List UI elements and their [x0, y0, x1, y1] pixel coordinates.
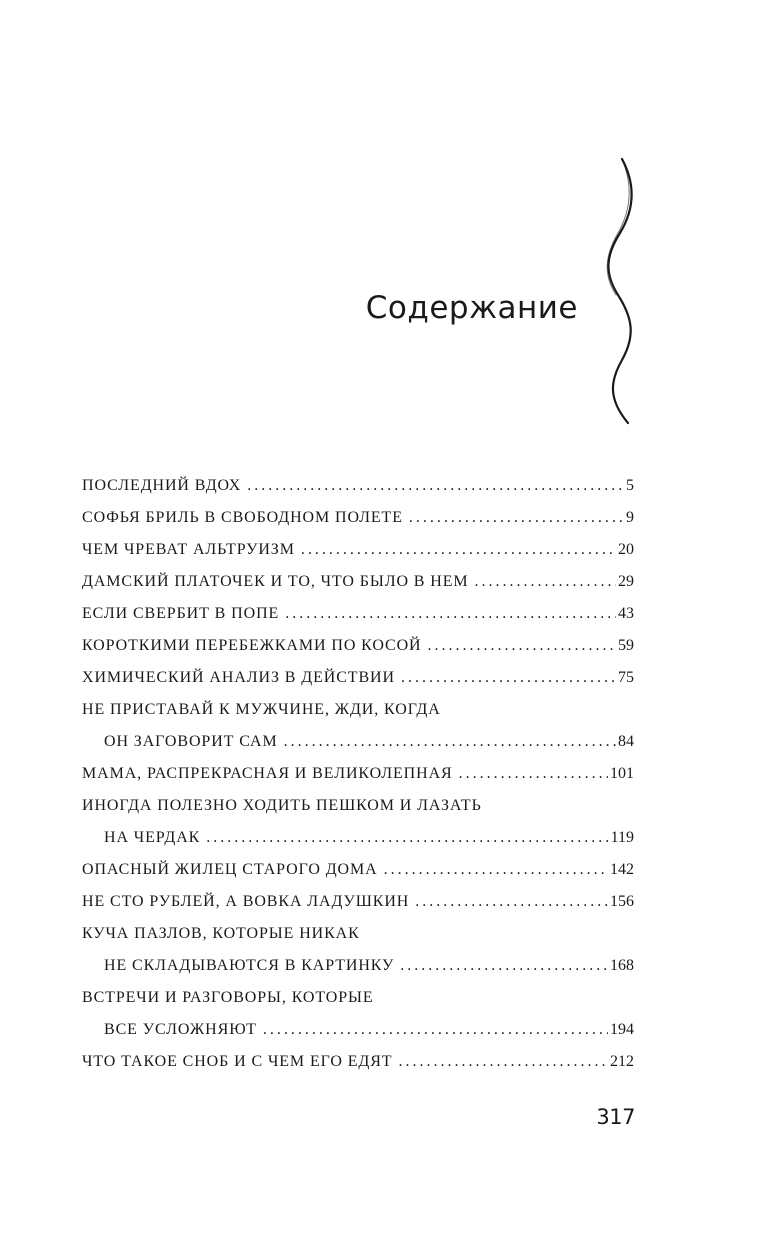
- toc-entry-page: 75: [618, 669, 634, 686]
- toc-entry[interactable]: [82, 662, 634, 694]
- toc-entry-title: ОПАСНЫЙ ЖИЛЕЦ СТАРОГО ДОМА: [82, 861, 378, 878]
- toc-entry-line: [82, 598, 634, 630]
- toc-dot-leader: [206, 822, 608, 854]
- toc-dot-leader: [263, 1014, 608, 1046]
- table-of-contents: [82, 470, 634, 1078]
- toc-entry-title: КУЧА ПАЗЛОВ, КОТОРЫЕ НИКАК: [82, 925, 360, 942]
- toc-entry-title: НЕ СТО РУБЛЕЙ, А ВОВКА ЛАДУШКИН: [82, 893, 410, 910]
- toc-entry-line: [82, 566, 634, 598]
- toc-entry[interactable]: [82, 982, 634, 1046]
- page-title: Содержание: [365, 290, 578, 326]
- toc-entry-line: [82, 694, 634, 726]
- toc-entry-page: 156: [610, 893, 634, 910]
- toc-entry-line: [82, 662, 634, 694]
- toc-entry-title: МАМА, РАСПРЕКРАСНАЯ И ВЕЛИКОЛЕПНАЯ: [82, 765, 453, 782]
- toc-dot-leader: [247, 470, 624, 502]
- toc-entry[interactable]: [82, 534, 634, 566]
- toc-entry-line: [82, 470, 634, 502]
- toc-dot-leader: [427, 630, 616, 662]
- toc-entry-line: [82, 534, 634, 566]
- toc-dot-leader: [415, 886, 608, 918]
- toc-dot-leader: [409, 502, 624, 534]
- toc-entry-title-continuation: НА ЧЕРДАК: [104, 829, 201, 846]
- toc-entry-page: 194: [610, 1021, 634, 1038]
- toc-entry[interactable]: [82, 630, 634, 662]
- toc-entry-title: КОРОТКИМИ ПЕРЕБЕЖКАМИ ПО КОСОЙ: [82, 637, 422, 654]
- toc-entry-page: 59: [618, 637, 634, 654]
- toc-entry[interactable]: [82, 598, 634, 630]
- toc-entry-line: [82, 918, 634, 950]
- toc-entry-title: НЕ ПРИСТАВАЙ К МУЖЧИНЕ, ЖДИ, КОГДА: [82, 701, 441, 718]
- toc-entry[interactable]: [82, 566, 634, 598]
- toc-entry-line: [82, 982, 634, 1014]
- toc-dot-leader: [459, 758, 608, 790]
- toc-entry-line: [82, 822, 634, 854]
- toc-entry-page: 101: [610, 765, 634, 782]
- toc-entry-title: ЧЕМ ЧРЕВАТ АЛЬТРУИЗМ: [82, 541, 295, 558]
- toc-entry-title-continuation: НЕ СКЛАДЫВАЮТСЯ В КАРТИНКУ: [104, 957, 395, 974]
- toc-entry-title: ИНОГДА ПОЛЕЗНО ХОДИТЬ ПЕШКОМ И ЛАЗАТЬ: [82, 797, 482, 814]
- toc-entry[interactable]: [82, 758, 634, 790]
- toc-entry-page: 5: [626, 477, 634, 494]
- toc-dot-leader: [301, 534, 616, 566]
- toc-entry-title: ПОСЛЕДНИЙ ВДОХ: [82, 477, 242, 494]
- toc-entry-title: ВСТРЕЧИ И РАЗГОВОРЫ, КОТОРЫЕ: [82, 989, 374, 1006]
- toc-dot-leader: [475, 566, 616, 598]
- toc-dot-leader: [400, 950, 608, 982]
- toc-entry[interactable]: [82, 470, 634, 502]
- toc-entry-line: [82, 758, 634, 790]
- toc-entry-line: [82, 790, 634, 822]
- toc-entry[interactable]: [82, 918, 634, 982]
- toc-entry-page: 20: [618, 541, 634, 558]
- toc-entry-title: СОФЬЯ БРИЛЬ В СВОБОДНОМ ПОЛЕТЕ: [82, 509, 403, 526]
- toc-entry-page: 29: [618, 573, 634, 590]
- toc-entry-line: [82, 726, 634, 758]
- toc-entry-line: [82, 950, 634, 982]
- toc-entry-line: [82, 630, 634, 662]
- toc-entry[interactable]: [82, 854, 634, 886]
- toc-dot-leader: [401, 662, 616, 694]
- toc-entry-page: 43: [618, 605, 634, 622]
- toc-entry-line: [82, 1014, 634, 1046]
- toc-dot-leader: [285, 598, 616, 630]
- toc-entry-title-continuation: ВСЕ УСЛОЖНЯЮТ: [104, 1021, 257, 1038]
- toc-entry-title: ХИМИЧЕСКИЙ АНАЛИЗ В ДЕЙСТВИИ: [82, 669, 395, 686]
- toc-entry-title: ЧТО ТАКОЕ СНОБ И С ЧЕМ ЕГО ЕДЯТ: [82, 1053, 393, 1070]
- toc-entry-page: 119: [610, 829, 634, 846]
- toc-entry[interactable]: [82, 790, 634, 854]
- toc-entry-page: 9: [626, 509, 634, 526]
- page-number: 317: [596, 1105, 635, 1129]
- toc-entry-line: [82, 1046, 634, 1078]
- toc-entry-line: [82, 854, 634, 886]
- decorative-flourish-icon: [596, 155, 644, 427]
- toc-entry[interactable]: [82, 502, 634, 534]
- toc-entry-title-continuation: ОН ЗАГОВОРИТ САМ: [104, 733, 278, 750]
- toc-entry-page: 212: [610, 1053, 634, 1070]
- toc-entry-title: ДАМСКИЙ ПЛАТОЧЕК И ТО, ЧТО БЫЛО В НЕМ: [82, 573, 469, 590]
- toc-entry-line: [82, 886, 634, 918]
- toc-dot-leader: [284, 726, 616, 758]
- toc-entry[interactable]: [82, 1046, 634, 1078]
- toc-entry-line: [82, 502, 634, 534]
- toc-dot-leader: [384, 854, 608, 886]
- toc-entry-page: 168: [610, 957, 634, 974]
- toc-entry-page: 142: [610, 861, 634, 878]
- toc-dot-leader: [398, 1046, 608, 1078]
- toc-entry-title: ЕСЛИ СВЕРБИТ В ПОПЕ: [82, 605, 280, 622]
- toc-entry[interactable]: [82, 886, 634, 918]
- toc-entry[interactable]: [82, 694, 634, 758]
- toc-entry-page: 84: [618, 733, 634, 750]
